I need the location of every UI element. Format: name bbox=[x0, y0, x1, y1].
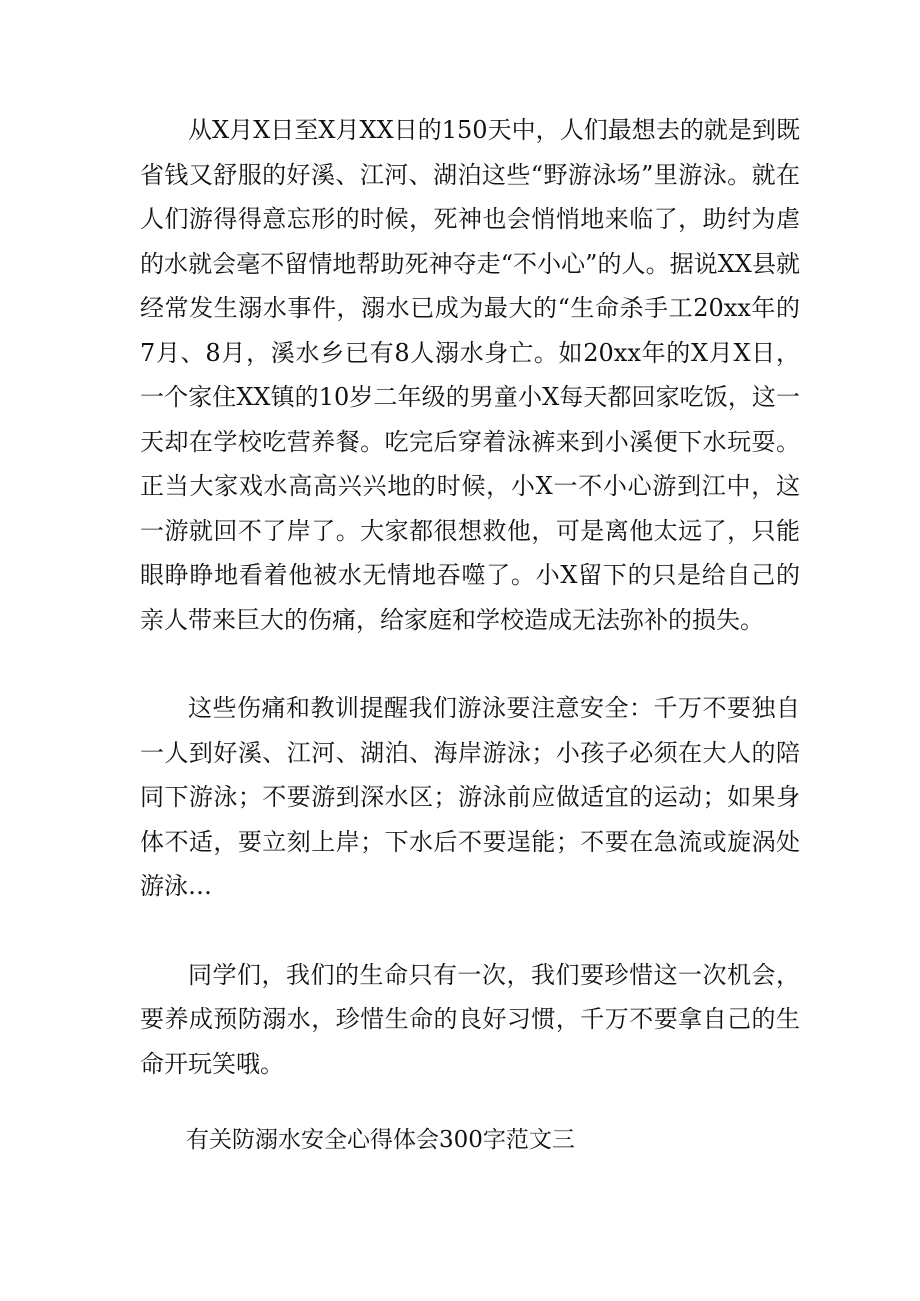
paragraph-conclusion: 同学们，我们的生命只有一次，我们要珍惜这一次机会，要养成预防溺水，珍惜生命的良好习惯，千万不要拿自己的生命开玩笑哦。 bbox=[140, 960, 800, 1078]
paragraph-safety-tips: 这些伤痛和教训提醒我们游泳要注意安全：千万不要独自一人到好溪、江河、湖泊、海岸游泳；小孩子必须在大人的陪同下游泳；不要游到深水区；游泳前应做适宜的运动；如果身体不适，要立刻上岸；下水后不要逞能；不要在急流或旋涡处游泳… bbox=[140, 694, 800, 900]
paragraph-drowning-incident: 从X月X日至X月XX日的150天中，人们最想去的就是到既省钱又舒服的好溪、江河、湖泊这些“野游泳场”里游泳。就在人们游得得意忘形的时候，死神也会悄悄地来临了，助纣为虐的水就会毫不留情地帮助死神夺走“不小心”的人。据说XX县就经常发生溺水事件，溺水已成为最大的“生命杀手工20xx年的7月、8月，溪水乡已有8人溺水身亡。如20xx年的X月X日，一个家住XX镇的10岁二年级的男童小X每天都回家吃饭，这一天却在学校吃营养餐。吃完后穿着泳裤来到小溪便下水玩耍。正当大家戏水高高兴兴地的时候，小X一不小心游到江中，这一游就回不了岸了。大家都很想救他，可是离他太远了，只能眼睁睁地看着他被水无情地吞噬了。小X留下的只是给自己的亲人带来巨大的伤痛，给家庭和学校造成无法弥补的损失。 bbox=[140, 116, 800, 634]
document-page bbox=[140, 108, 800, 1162]
section-heading: 有关防溺水安全心得体会300字范文三 bbox=[186, 1127, 575, 1153]
